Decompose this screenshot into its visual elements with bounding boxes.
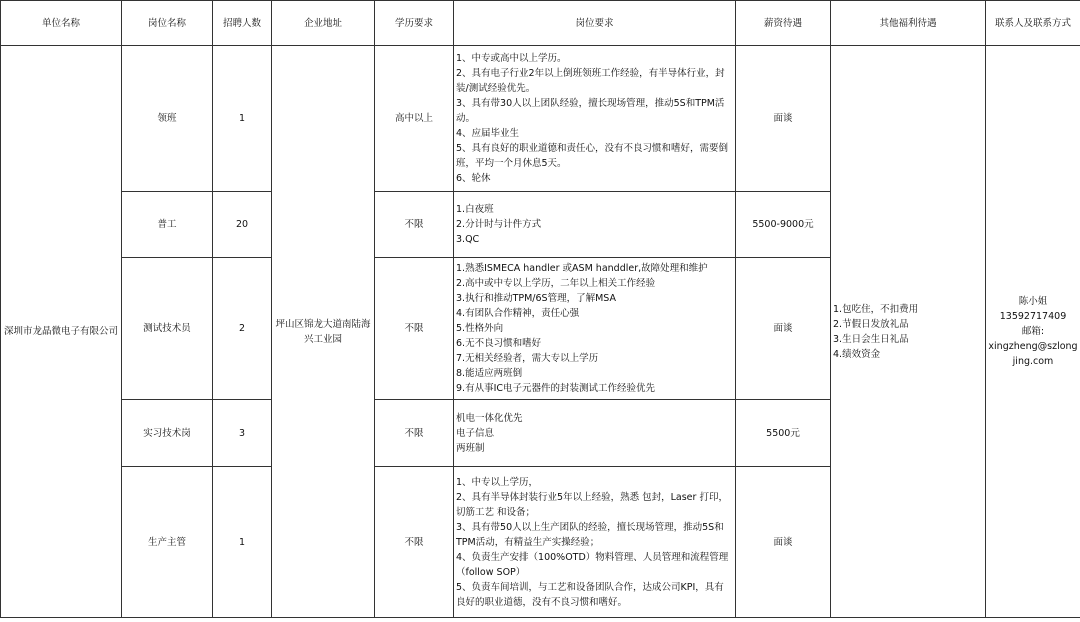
requirement-line: 3、具有带30人以上团队经验，擅长现场管理，推动5S和TPM活动。 [456, 98, 725, 124]
job-requirements [454, 192, 736, 258]
requirement-line: 5、负责车间培训，与工艺和设备团队合作，达成公司KPI，具有良好的职业道德，没有不良习惯和嗜好。 [456, 581, 724, 608]
position-name: 实习技术岗 [122, 400, 213, 467]
requirement-line: 2.高中或中专以上学历，二年以上相关工作经验 [456, 278, 656, 289]
education-requirement: 高中以上 [375, 46, 454, 192]
header-contact: 联系人及联系方式 [986, 1, 1080, 46]
education-requirement: 不限 [375, 467, 454, 618]
position-name: 生产主管 [122, 467, 213, 618]
requirement-line: 9.有从事IC电子元器件的封装测试工作经验优先 [456, 383, 655, 394]
header-requirements: 岗位要求 [454, 1, 736, 46]
education-requirement: 不限 [375, 258, 454, 400]
header-benefits: 其他福利待遇 [831, 1, 986, 46]
benefit-line: 4.绩效资金 [833, 348, 881, 360]
job-requirements [454, 400, 736, 467]
company-name: 深圳市龙晶微电子有限公司 [1, 46, 122, 618]
position-name: 领班 [122, 46, 213, 192]
header-salary: 薪资待遇 [736, 1, 831, 46]
benefits [831, 46, 986, 618]
position-count: 1 [213, 46, 272, 192]
table-row [1, 46, 1080, 192]
requirement-line: 7.无相关经验者，需大专以上学历 [456, 353, 599, 364]
education-requirement: 不限 [375, 400, 454, 467]
requirement-line: 4、应届毕业生 [456, 128, 520, 139]
header-education: 学历要求 [375, 1, 454, 46]
company-address: 坪山区锦龙大道南陆海兴工业园 [272, 46, 375, 618]
requirement-line: 8.能适应两班倒 [456, 368, 523, 379]
position-count: 2 [213, 258, 272, 400]
requirement-line: 两班制 [456, 442, 485, 454]
position-count: 3 [213, 400, 272, 467]
position-count: 1 [213, 467, 272, 618]
requirement-line: 电子信息 [456, 427, 495, 439]
requirement-line: 2、具有半导体封装行业5年以上经验，熟悉 包封，Laser 打印，切筋工艺 和设备； [456, 491, 728, 518]
salary: 5500-9000元 [736, 192, 831, 258]
salary: 面谈 [736, 258, 831, 400]
requirement-line: 1、中专以上学历， [456, 476, 539, 488]
salary: 面谈 [736, 46, 831, 192]
contact-email: xingzheng@szlongjing.com [988, 341, 1078, 367]
requirement-line: 1.熟悉ISMECA handler 或ASM handdler,故障处理和维护 [456, 263, 708, 274]
header-row [1, 1, 1080, 46]
salary: 5500元 [736, 400, 831, 467]
education-requirement: 不限 [375, 192, 454, 258]
requirement-line: 6.无不良习惯和嗜好 [456, 338, 542, 349]
requirement-line: 1、中专或高中以上学历。 [456, 53, 567, 64]
requirement-line: 3、具有带50人以上生产团队的经验，擅长现场管理，推动5S和TPM活动，有精益生产实操经验； [456, 521, 724, 548]
benefit-line: 1.包吃住，不扣费用 [833, 303, 919, 315]
requirement-line: 2.分计时与计件方式 [456, 219, 542, 230]
contact-info [986, 46, 1080, 618]
header-company: 单位名称 [1, 1, 122, 46]
requirement-line: 3.QC [456, 234, 480, 245]
contact-phone: 13592717409 [999, 311, 1067, 322]
requirement-line: 5.性格外向 [456, 323, 504, 334]
requirement-line: 2、具有电子行业2年以上倒班领班工作经验，有半导体行业，封装/测试经验优先。 [456, 68, 725, 94]
contact-name: 陈小姐 [1018, 296, 1048, 307]
requirement-line: 3.执行和推动TPM/6S管理，了解MSA [456, 293, 616, 304]
benefit-line: 2.节假日发放礼品 [833, 318, 909, 330]
header-count: 招聘人数 [213, 1, 272, 46]
requirement-line: 机电一体化优先 [456, 412, 523, 424]
job-requirements [454, 46, 736, 192]
requirement-line: 1.白夜班 [456, 204, 494, 215]
requirement-line: 5、具有良好的职业道德和责任心，没有不良习惯和嗜好，需要倒班，平均一个月休息5天。 [456, 143, 729, 169]
header-position: 岗位名称 [122, 1, 213, 46]
salary: 面谈 [736, 467, 831, 618]
position-name: 普工 [122, 192, 213, 258]
requirement-line: 6、轮休 [456, 173, 491, 184]
benefit-line: 3.生日会生日礼品 [833, 333, 909, 345]
requirement-line: 4.有团队合作精神，责任心强 [456, 308, 580, 319]
contact-email-label: 邮箱: [1021, 326, 1045, 337]
requirement-line: 4、负责生产安排（100%OTD）物料管理、人员管理和流程管理（follow SOP） [456, 551, 729, 578]
job-requirements [454, 258, 736, 400]
job-requirements [454, 467, 736, 618]
position-name: 测试技术员 [122, 258, 213, 400]
position-count: 20 [213, 192, 272, 258]
header-address: 企业地址 [272, 1, 375, 46]
